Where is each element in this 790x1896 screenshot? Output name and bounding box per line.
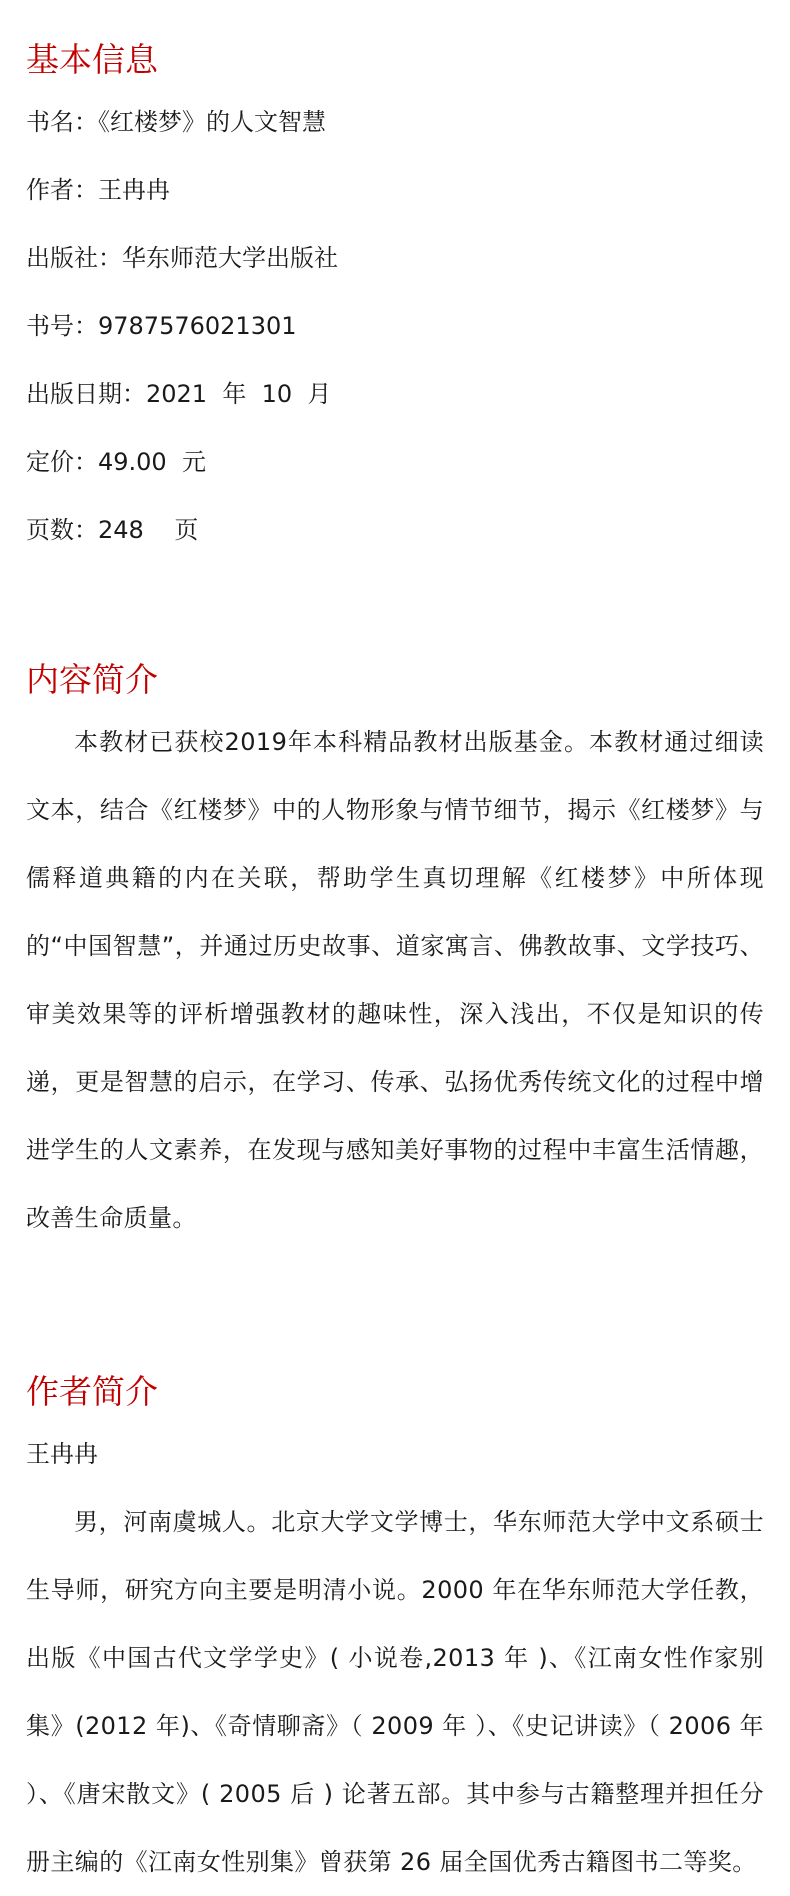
author-intro-section: [26, 1372, 764, 1896]
content-intro-body: [26, 708, 764, 1252]
author-name: 王冉冉: [26, 1440, 98, 1468]
isbn-line: 书号：9787576021301: [26, 312, 297, 340]
basic-info-heading: 基本信息: [26, 40, 158, 79]
book-title-line: 书名：《红楼梦》的人文智慧: [26, 108, 326, 136]
author-intro-paragraph: 男，河南虞城人。北京大学文学博士，华东师范大学中文系硕士生导师，研究方向主要是明清小说。2000 年在华东师范大学任教，出版《中国古代文学学史》( 小说卷,2013 年 )、《江南女性作家别集》(2012 年)、《奇情聊斋》（ 2009 年 ）、《史记讲读》（ 2006 年 ）、《唐宋散文》( 2005 后 ) 论著五部。其中参与古籍整理并担任分册主编的《江南女性别集》曾获第 26 届全国优秀古籍图书二等奖。: [26, 1508, 764, 1876]
author-line: 作者：王冉冉: [26, 176, 170, 204]
basic-info-section: [26, 0, 764, 564]
basic-info-list: [26, 88, 764, 564]
price-line: 定价：49.00 元: [26, 448, 206, 476]
content-intro-heading: 内容简介: [26, 660, 158, 699]
content-intro-paragraph: 本教材已获校2019年本科精品教材出版基金。本教材通过细读文本，结合《红楼梦》中的人物形象与情节细节，揭示《红楼梦》与儒释道典籍的内在关联，帮助学生真切理解《红楼梦》中所体现的“中国智慧”，并通过历史故事、道家寓言、佛教故事、文学技巧、审美效果等的评析增强教材的趣味性，深入浅出，不仅是知识的传递，更是智慧的启示，在学习、传承、弘扬优秀传统文化的过程中增进学生的人文素养，在发现与感知美好事物的过程中丰富生活情趣，改善生命质量。: [26, 728, 764, 1232]
publisher-line: 出版社：华东师范大学出版社: [26, 244, 338, 272]
page-count-line: 页数：248 页: [26, 516, 199, 544]
publish-date-line: 出版日期：2021 年 10 月: [26, 380, 332, 408]
content-intro-section: [26, 660, 764, 1252]
author-intro-heading: 作者简介: [26, 1372, 158, 1411]
